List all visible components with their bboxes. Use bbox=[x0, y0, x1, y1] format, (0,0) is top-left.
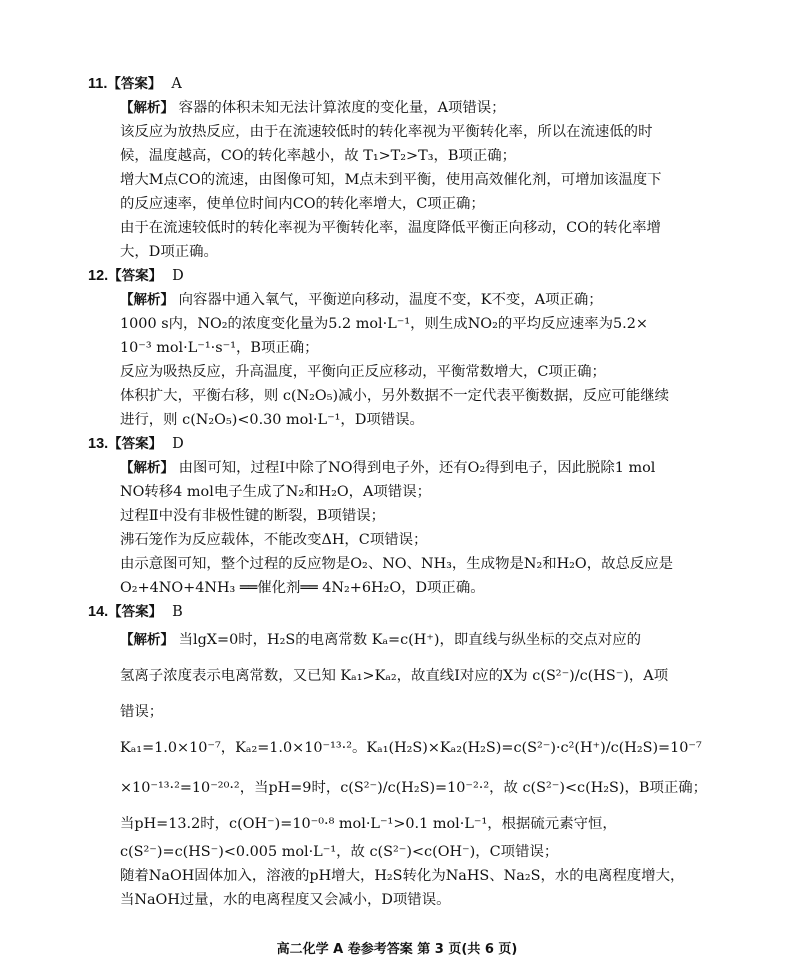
analysis-line: 随着NaOH固体加入，溶液的pH增大，H₂S转化为NaHS、Na₂S，水的电离程度增大， bbox=[120, 868, 685, 884]
answer-value: B bbox=[172, 604, 183, 620]
analysis-line: 体积扩大，平衡右移，则 c(N₂O₅)减小，另外数据不一定代表平衡数据，反应可能继续 bbox=[120, 388, 670, 404]
question-14 bbox=[88, 600, 716, 912]
analysis-tag: 【解析】 bbox=[120, 632, 174, 648]
analysis-line: 当pH=13.2时，c(OH⁻)=10⁻⁰·⁸ mol·L⁻¹>0.1 mol·L⁻¹，根据硫元素守恒， bbox=[120, 816, 617, 832]
page-footer: 高二化学 A 卷参考答案 第 3 页(共 6 页) bbox=[276, 942, 518, 957]
analysis-line: c(S²⁻)=c(HS⁻)<0.005 mol·L⁻¹，故 c(S²⁻)<c(OH⁻)，C项错误； bbox=[120, 844, 559, 860]
analysis-line: 错误； bbox=[120, 704, 164, 720]
analysis-line: 大，D项正确。 bbox=[120, 244, 218, 260]
question-13 bbox=[88, 432, 716, 600]
question-number: 12. bbox=[88, 268, 109, 284]
analysis-line: 沸石笼作为反应载体，不能改变ΔH，C项错误； bbox=[120, 532, 428, 548]
analysis-line: NO转移4 mol电子生成了N₂和H₂O，A项错误； bbox=[120, 484, 431, 500]
question-header bbox=[88, 432, 716, 456]
answer-tag: 【答案】 bbox=[108, 268, 163, 284]
analysis-line: 1000 s内，NO₂的浓度变化量为5.2 mol·L⁻¹，则生成NO₂的平均反应速率为5.2× bbox=[120, 316, 648, 332]
analysis-line bbox=[120, 456, 720, 480]
analysis-line: 增大M点CO的流速，由图像可知，M点未到平衡，使用高效催化剂，可增加该温度下 bbox=[120, 172, 662, 188]
analysis-tag: 【解析】 bbox=[120, 460, 174, 476]
answer-content bbox=[88, 72, 716, 912]
analysis-line: 过程Ⅱ中没有非极性键的断裂，B项错误； bbox=[120, 508, 385, 524]
analysis-line: O₂+4NO+4NH₃ ══催化剂══ 4N₂+6H₂O，D项正确。 bbox=[120, 580, 485, 596]
analysis-line: ×10⁻¹³·²=10⁻²⁰·²，当pH=9时，c(S²⁻)/c(H₂S)=10⁻²·²，故 c(S²⁻)<c(H₂S)，B项正确； bbox=[120, 780, 708, 796]
analysis-line: 候，温度越高，CO的转化率越小，故 T₁>T₂>T₃，B项正确； bbox=[120, 148, 516, 164]
question-header bbox=[88, 264, 716, 288]
answer-value: A bbox=[171, 76, 182, 92]
analysis-line: 10⁻³ mol·L⁻¹·s⁻¹，B项正确； bbox=[120, 340, 319, 356]
question-11 bbox=[88, 72, 716, 264]
question-header bbox=[88, 72, 716, 96]
analysis-tag: 【解析】 bbox=[120, 292, 174, 308]
analysis-line: 由于在流速较低时的转化率视为平衡转化率，温度降低平衡正向移动，CO的转化率增 bbox=[120, 220, 661, 236]
analysis-line: 该反应为放热反应，由于在流速较低时的转化率视为平衡转化率，所以在流速低的时 bbox=[120, 124, 653, 140]
answer-tag: 【答案】 bbox=[107, 76, 162, 92]
analysis-line: 由示意图可知，整个过程的反应物是O₂、NO、NH₃，生成物是N₂和H₂O，故总反应是 bbox=[120, 556, 674, 572]
analysis-text: 当lgX=0时，H₂S的电离常数 Kₐ=c(H⁺)，即直线与纵坐标的交点对应的 bbox=[178, 632, 641, 648]
analysis-line bbox=[120, 288, 720, 312]
analysis-line: 进行，则 c(N₂O₅)<0.30 mol·L⁻¹，D项错误。 bbox=[120, 412, 424, 428]
analysis-line: Kₐ₁=1.0×10⁻⁷，Kₐ₂=1.0×10⁻¹³·²。Kₐ₁(H₂S)×Kₐ₂(H₂S)=c(S²⁻)·c²(H⁺)/c(H₂S)=10⁻⁷ bbox=[120, 740, 702, 756]
question-header bbox=[88, 600, 716, 624]
analysis-line: 当NaOH过量，水的电离程度又会减小，D项错误。 bbox=[120, 892, 451, 908]
answer-value: D bbox=[172, 436, 184, 452]
question-number: 13. bbox=[88, 436, 109, 452]
analysis-text: 由图可知，过程Ⅰ中除了NO得到电子外，还有O₂得到电子，因此脱除1 mol bbox=[178, 460, 656, 476]
question-12 bbox=[88, 264, 716, 432]
analysis-text: 向容器中通入氧气，平衡逆向移动，温度不变，K不变，A项正确； bbox=[178, 292, 603, 308]
analysis-line bbox=[120, 624, 720, 656]
analysis-line: 反应为吸热反应，升高温度，平衡向正反应移动，平衡常数增大，C项正确； bbox=[120, 364, 606, 380]
analysis-line: 氢离子浓度表示电离常数，又已知 Kₐ₁>Kₐ₂，故直线Ⅰ对应的X为 c(S²⁻)/c(HS⁻)，A项 bbox=[120, 668, 669, 684]
analysis-text: 容器的体积未知无法计算浓度的变化量，A项错误； bbox=[178, 100, 506, 116]
analysis-line: 的反应速率，使单位时间内CO的转化率增大，C项正确； bbox=[120, 196, 485, 212]
answer-tag: 【答案】 bbox=[108, 436, 163, 452]
question-number: 14. bbox=[88, 604, 109, 620]
answer-tag: 【答案】 bbox=[108, 604, 163, 620]
question-number: 11. bbox=[88, 76, 108, 92]
analysis-tag: 【解析】 bbox=[120, 100, 174, 116]
analysis-line bbox=[120, 96, 720, 120]
answer-value: D bbox=[172, 268, 184, 284]
